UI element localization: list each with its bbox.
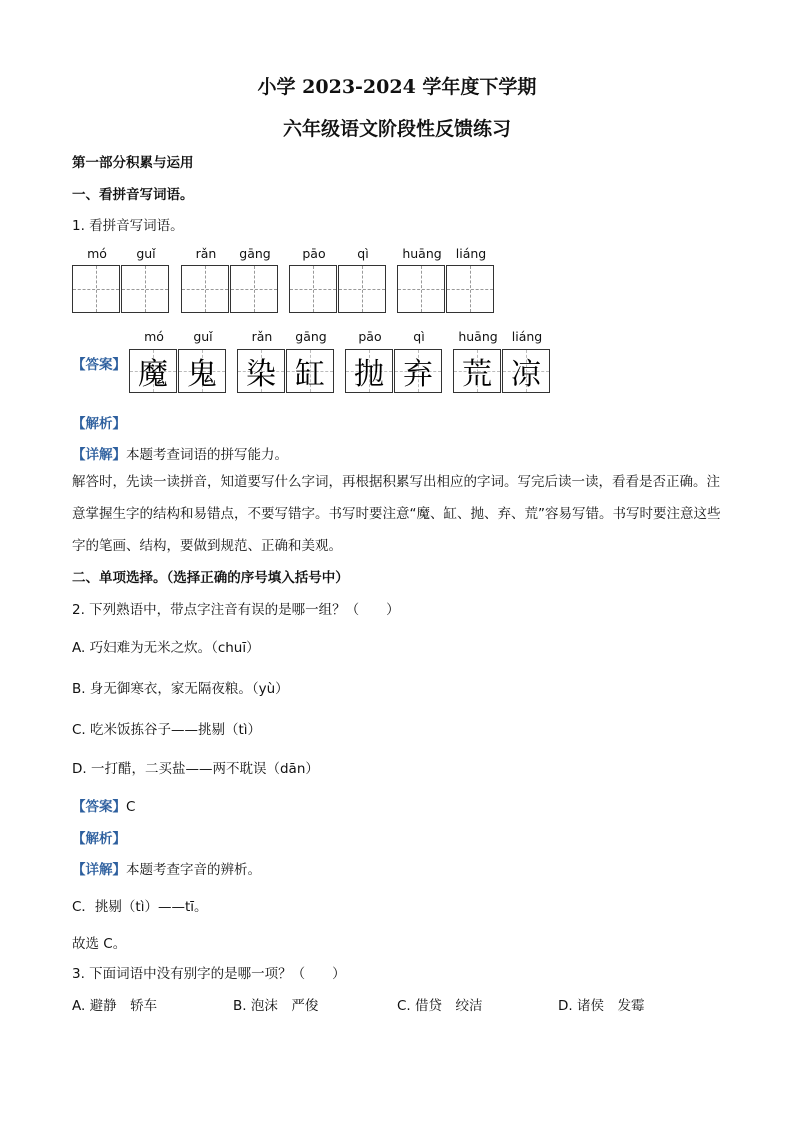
pinyin-label: qì [357, 246, 369, 261]
writing-box [72, 265, 120, 313]
answer-char: 荒 [462, 357, 492, 392]
analysis-label: 【解析】 [72, 831, 126, 847]
pinyin-label: rǎn [195, 246, 217, 261]
pinyin-label: gāng [239, 246, 271, 261]
option-b: B. 泡沫 严俊 [233, 998, 319, 1014]
part-heading: 第一部分积累与运用 [72, 155, 194, 171]
question-1-prompt: 1. 看拼音写词语。 [72, 218, 184, 234]
answer-char-box [345, 349, 393, 393]
writing-box [338, 265, 386, 313]
answer-char-box [394, 349, 442, 393]
detail-label: 【详解】 [72, 447, 126, 463]
explain-line: C．挑剔（tì）——tī。 [72, 899, 208, 915]
pinyin-label: guǐ [136, 246, 156, 261]
answer-char: 鬼 [187, 357, 217, 392]
document-subtitle: 六年级语文阶段性反馈练习 [282, 118, 511, 140]
pinyin-label: liáng [455, 246, 487, 261]
detail-text: 本题考查词语的拼写能力。 [126, 447, 288, 463]
pinyin-label: pāo [358, 329, 382, 344]
pinyin-label: huāng [458, 329, 498, 344]
answer-line [72, 795, 135, 815]
option-b: B. 身无御寒衣，家无隔夜粮。（yù） [72, 681, 289, 697]
answer-char-box [178, 349, 226, 393]
answer-char: 魔 [138, 357, 168, 392]
answer-label: 【答案】 [72, 357, 126, 373]
answer-char-box [453, 349, 501, 393]
option-c: C. 借贷 绞洁 [397, 998, 483, 1014]
writing-box [121, 265, 169, 313]
answer-char: 凉 [511, 357, 541, 392]
question-2-prompt: 2. 下列熟语中，带点字注音有误的是哪一组？（ ） [72, 602, 400, 618]
answer-label: 【答案】 [72, 799, 126, 815]
pinyin-label: liáng [511, 329, 543, 344]
section-heading-1: 一、看拼音写词语。 [72, 187, 194, 203]
section-heading-2: 二、单项选择。（选择正确的序号填入括号中） [72, 570, 349, 586]
pinyin-label: mó [87, 246, 107, 261]
answer-char-box [286, 349, 334, 393]
question-3-prompt: 3. 下面词语中没有别字的是哪一项？（ ） [72, 966, 346, 982]
pinyin-label: pāo [302, 246, 326, 261]
option-c: C. 吃米饭拣谷子——挑剔（tì） [72, 722, 262, 738]
pinyin-label: huāng [402, 246, 442, 261]
pinyin-label: rǎn [251, 329, 273, 344]
writing-box [446, 265, 494, 313]
option-d: D. 一打醋，二买盐——两不耽误（dān） [72, 761, 319, 777]
writing-box [289, 265, 337, 313]
analysis-label: 【解析】 [72, 416, 126, 432]
option-a: A. 避静 轿车 [72, 998, 158, 1014]
detail-label: 【详解】 [72, 862, 126, 878]
answer-value: C [126, 799, 136, 815]
writing-box [181, 265, 229, 313]
answer-char: 抛 [354, 357, 384, 392]
answer-char: 缸 [295, 357, 325, 392]
option-a: A. 巧妇难为无米之炊。（chuī） [72, 640, 260, 656]
pinyin-label: gāng [295, 329, 327, 344]
answer-char-box [237, 349, 285, 393]
answer-char: 染 [246, 357, 276, 392]
writing-box [397, 265, 445, 313]
answer-char: 弃 [403, 357, 433, 392]
detail-line [72, 858, 261, 878]
explanation-paragraph: 解答时，先读一读拼音，知道要写什么字词，再根据积累写出相应的字词。写完后读一读，看看是否正确。注意掌握生字的结构和易错点，不要写错字。书写时要注意“魔、缸、抛、弃、荒”容易写错。书写时要注意这些字的笔画、结构，要做到规范、正确和美观。 [72, 474, 721, 554]
conclusion-line: 故选 C。 [72, 936, 127, 952]
detail-text: 本题考查字音的辨析。 [126, 862, 261, 878]
pinyin-label: qì [413, 329, 425, 344]
pinyin-label: mó [144, 329, 164, 344]
option-d: D. 诸侯 发霉 [558, 998, 645, 1014]
answer-char-box [502, 349, 550, 393]
answer-char-box [129, 349, 177, 393]
pinyin-label: guǐ [193, 329, 213, 344]
document-title: 小学 2023-2024 学年度下学期 [257, 76, 537, 98]
writing-box [230, 265, 278, 313]
detail-line [72, 443, 288, 463]
